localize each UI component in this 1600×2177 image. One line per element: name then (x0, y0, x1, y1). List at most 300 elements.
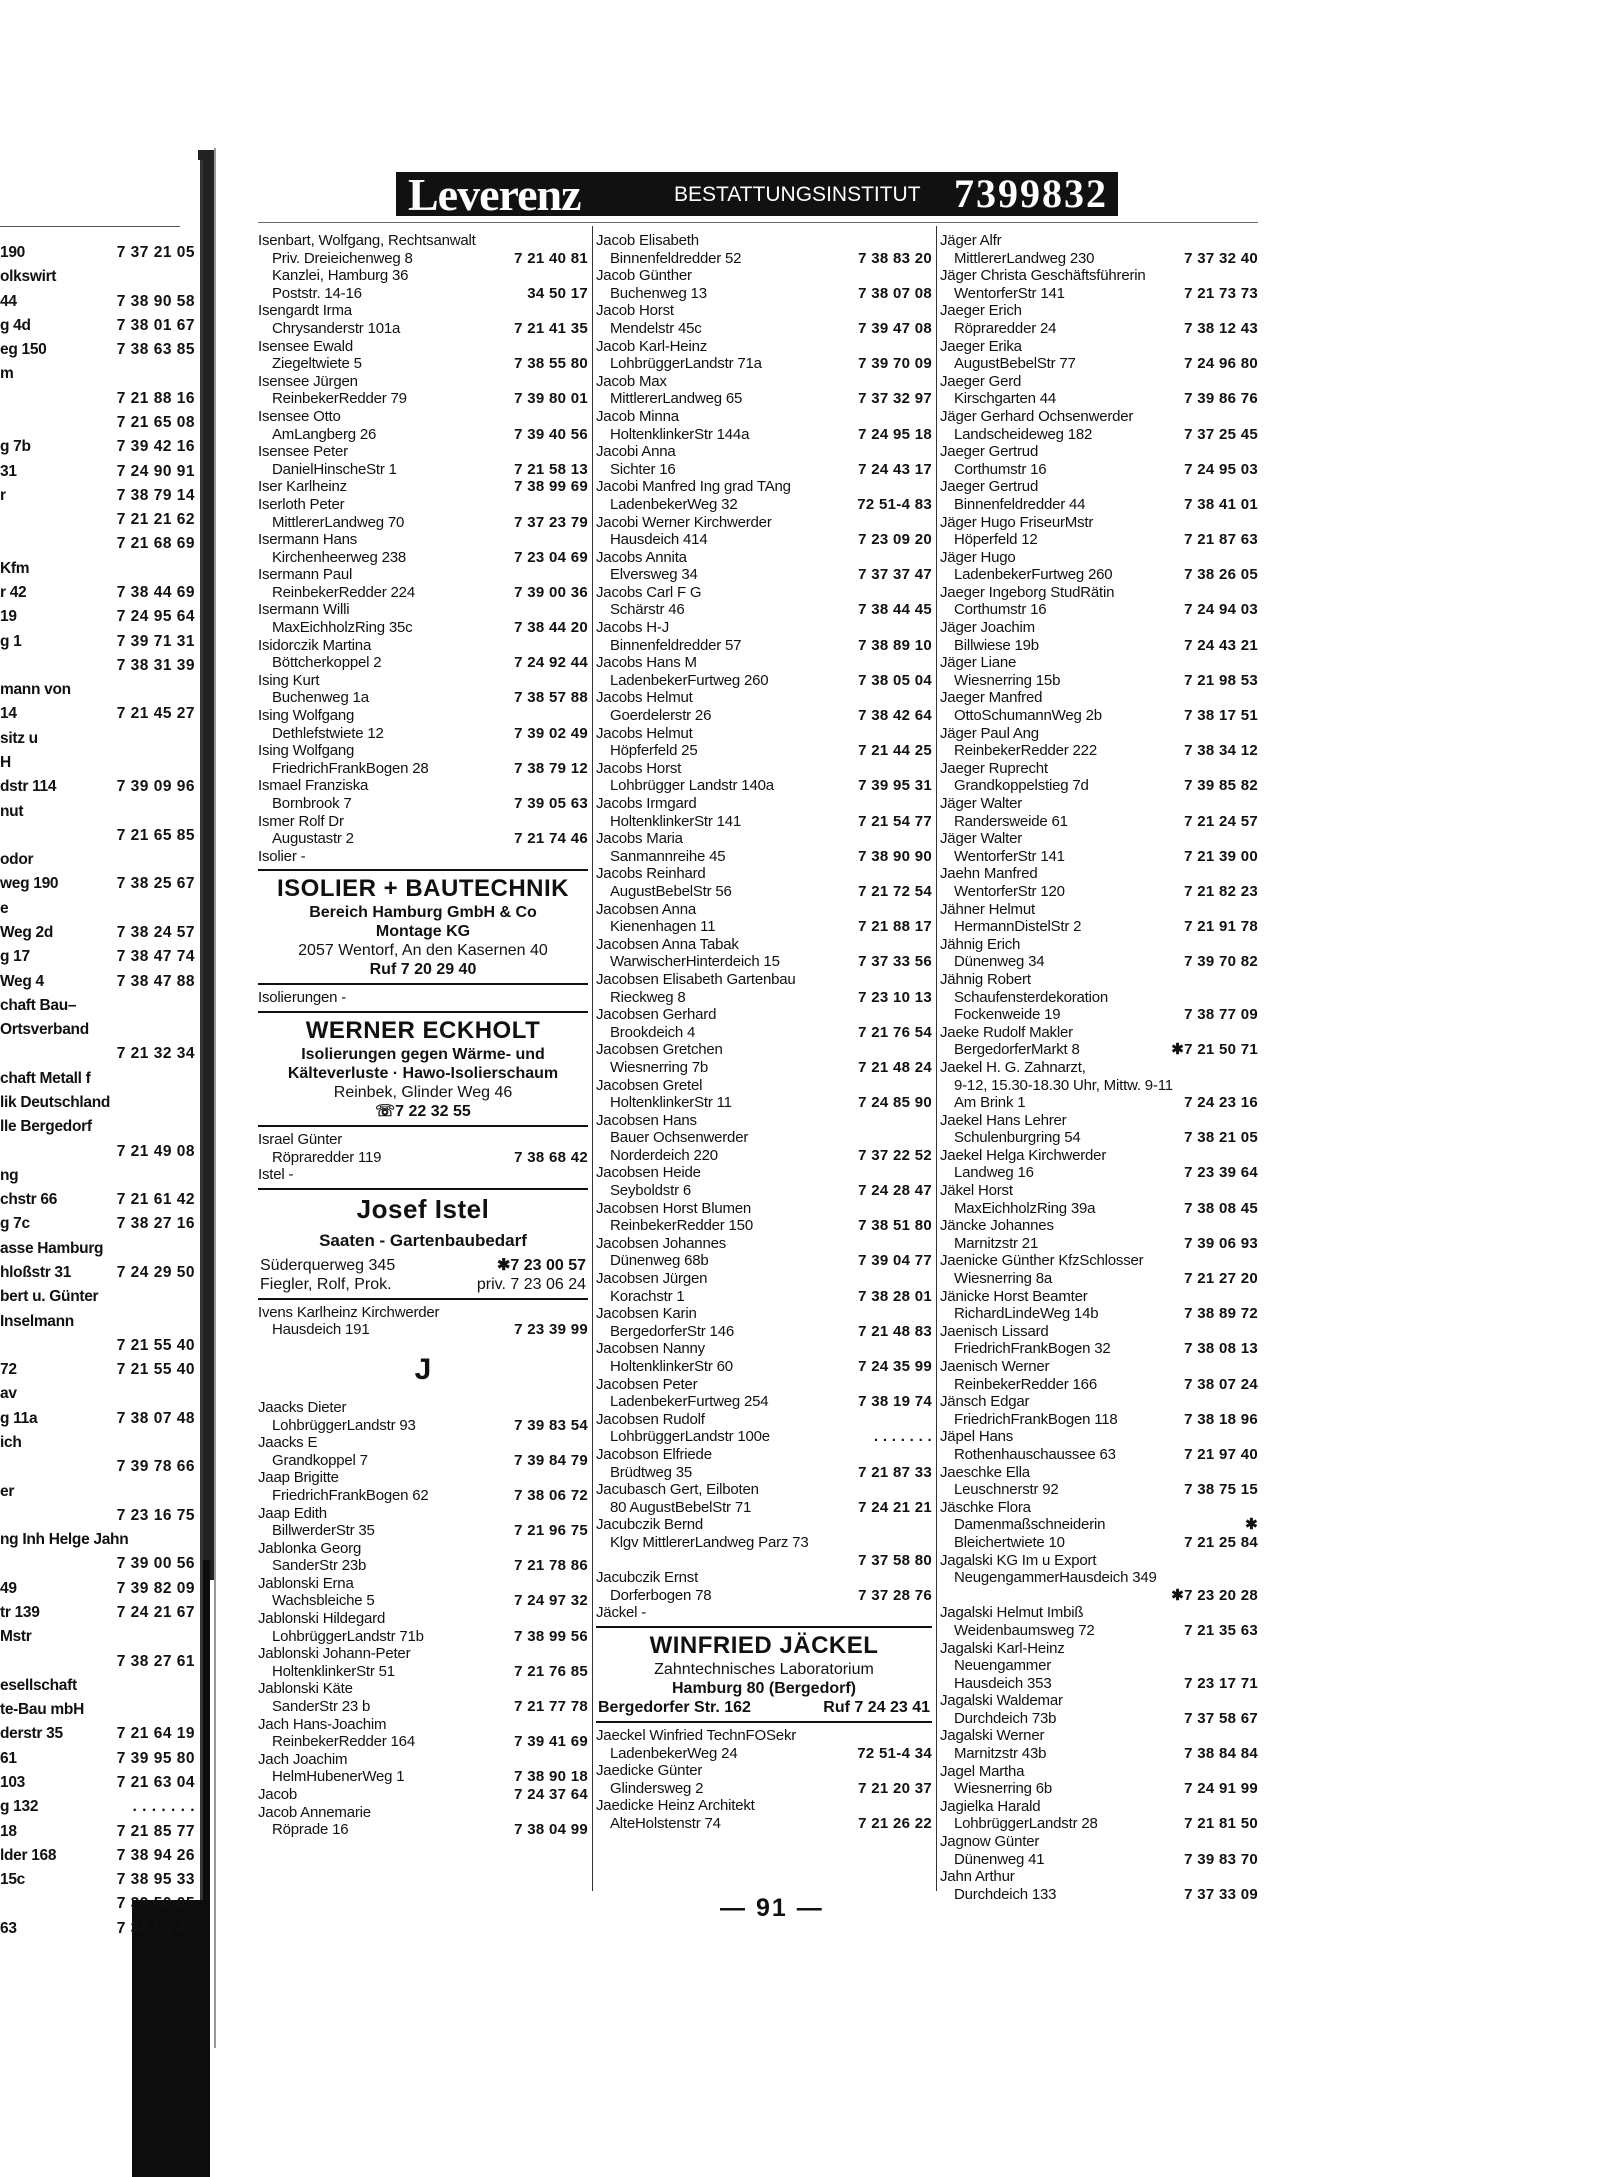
entry-street: HoltenklinkerStr 141 (610, 812, 742, 830)
directory-entry (940, 1464, 1258, 1499)
entry-phone: 7 24 35 99 (858, 1358, 932, 1375)
entry-name: Jaeger Gertrud (940, 478, 1039, 496)
entry-phone: 7 21 91 78 (1184, 918, 1258, 936)
left-page-row (0, 1215, 195, 1235)
entry-phone: 7 24 23 16 (1184, 1094, 1258, 1112)
directory-entry (596, 1797, 932, 1832)
entry-name: Jaekel H. G. Zahnarzt, (940, 1058, 1086, 1076)
directory-entry (940, 373, 1258, 408)
entry-name: Jaenisch Werner (940, 1358, 1050, 1375)
left-entry-phone: 7 21 32 34 (116, 1045, 195, 1063)
entry-name: Jahn Arthur (940, 1868, 1015, 1886)
directory-entry (940, 1288, 1258, 1323)
entry-name: Isermann Willi (258, 601, 350, 619)
entry-phone: 7 24 96 80 (1184, 355, 1258, 373)
left-entry-fragment: g 132 (0, 1798, 39, 1816)
directory-entry (596, 1481, 932, 1516)
section-letter: J (414, 1352, 432, 1386)
entry-name: Jaeke Rudolf Makler (940, 1023, 1073, 1041)
entry-street: Röpraredder 24 (954, 319, 1057, 337)
directory-entry (940, 1252, 1258, 1287)
entry-phone: 7 39 95 31 (858, 777, 932, 795)
left-page-row (0, 1580, 195, 1600)
entry-street: MaxEichholzRing 39a (954, 1199, 1096, 1217)
entry-phone: 7 38 42 64 (858, 707, 932, 725)
entry-street: Randersweide 61 (954, 812, 1068, 830)
entry-street: WentorferStr 141 (954, 284, 1065, 302)
entry-phone: 7 38 75 15 (1184, 1481, 1258, 1499)
directory-entry (258, 989, 588, 1007)
banner-phone: 7399832 (954, 171, 1108, 216)
directory-entry (258, 285, 588, 303)
directory-entry (940, 971, 1258, 1006)
entry-phone: 7 39 02 49 (514, 724, 588, 742)
entry-phone: 7 21 40 81 (514, 249, 588, 267)
left-page-row (0, 1070, 195, 1090)
entry-phone: 7 21 27 20 (1184, 1270, 1258, 1288)
entry-phone: 7 24 97 32 (514, 1592, 588, 1610)
left-page-row (0, 1798, 195, 1818)
entry-name: Jaeger Erika (940, 337, 1022, 355)
entry-name: Isermann Paul (258, 566, 353, 584)
ad-line: Zahntechnisches Laboratorium (654, 1660, 874, 1678)
entry-phone: 7 21 24 57 (1184, 812, 1258, 830)
left-page-row (0, 341, 195, 361)
column-separator (592, 226, 593, 1891)
directory-entry (258, 1399, 588, 1434)
left-page-row (0, 1895, 195, 1915)
entry-street: Corthumstr 16 (954, 460, 1047, 478)
left-entry-fragment: g 7c (0, 1215, 30, 1233)
left-page-row (0, 730, 195, 750)
directory-entry (940, 232, 1258, 267)
ad-line: Hamburg 80 (Bergedorf) (671, 1679, 857, 1697)
left-entry-phone: 7 21 64 19 (116, 1725, 195, 1743)
entry-phone: 7 24 91 99 (1184, 1780, 1258, 1798)
entry-name: Jacob Elisabeth (596, 232, 699, 249)
entry-name: Jach Joachim (258, 1750, 348, 1768)
entry-street: Röpraredder 119 (272, 1148, 382, 1166)
entry-street: FriedrichFrankBogen 32 (954, 1340, 1111, 1358)
entry-name: Jacobs Horst (596, 759, 682, 777)
entry-street: Buchenweg 13 (610, 284, 707, 302)
entry-street: Höpferfeld 25 (610, 742, 698, 760)
directory-entry (940, 1763, 1258, 1798)
entry-name: Jäger Alfr (940, 232, 1002, 249)
directory-entry (940, 936, 1258, 971)
left-entry-phone: 7 21 88 16 (116, 389, 195, 407)
directory-entry (596, 1516, 932, 1551)
directory-entry (596, 373, 932, 408)
left-entry-fragment: g 17 (0, 948, 30, 966)
left-entry-phone: 7 24 95 64 (116, 608, 195, 626)
entry-name: Jacubasch Gert, Eilboten (596, 1481, 759, 1499)
entry-name: Jacobsen Anna Tabak (596, 935, 739, 953)
entry-name: Jaap Brigitte (258, 1469, 339, 1487)
left-entry-fragment: ng (0, 1166, 19, 1184)
entry-name: Jäger Hugo (940, 548, 1016, 566)
entry-name: Jacobs H-J (596, 619, 670, 637)
entry-name: Jaekel Helga Kirchwerder (940, 1146, 1107, 1164)
entry-street: Am Brink 1 (954, 1094, 1026, 1112)
entry-street: AugustBebelStr 56 (610, 882, 732, 900)
entry-name: Jacobsen Nanny (596, 1340, 705, 1358)
directory-entry (596, 232, 932, 267)
entry-street: AlteHolstenstr 74 (610, 1814, 721, 1832)
directory-entry (258, 478, 588, 496)
directory-entry (258, 1434, 588, 1469)
left-entry-fragment: 103 (0, 1774, 25, 1791)
directory-entry (940, 1112, 1258, 1147)
entry-street: Hausdeich 191 (272, 1321, 370, 1339)
directory-entry (596, 549, 932, 584)
entry-phone: 7 24 21 21 (858, 1498, 932, 1516)
entry-phone: 7 24 43 17 (858, 460, 932, 478)
left-entry-fragment: Mstr (0, 1628, 32, 1646)
left-entry-fragment: hloßstr 31 (0, 1264, 72, 1281)
entry-phone: 7 38 28 01 (858, 1287, 932, 1305)
entry-street: LohbrüggerLandstr 28 (954, 1815, 1098, 1833)
entry-name: Jacobi Werner Kirchwerder (596, 513, 772, 531)
left-page-row (0, 463, 195, 483)
entries-jaacks-jacob (258, 1399, 588, 1839)
entry-name: Jaeckel Winfried TechnFOSekr (596, 1726, 797, 1744)
left-entry-phone: 7 38 79 14 (116, 486, 195, 504)
left-entry-phone: 7 21 68 69 (116, 535, 195, 553)
entry-street: Dethlefstwiete 12 (272, 724, 384, 742)
directory-entry (940, 1217, 1258, 1252)
entry-name: Jacobs Reinhard (596, 865, 706, 883)
entry-name: Jablonski Käte (258, 1680, 353, 1698)
left-entry-fragment: 44 (0, 292, 17, 310)
entry-name: Jacubczik Ernst (596, 1569, 699, 1587)
left-page-row (0, 1823, 195, 1843)
entry-phone: 7 38 08 45 (1184, 1199, 1258, 1217)
entry-phone: 7 39 05 63 (514, 795, 588, 812)
entry-name: Jäger Walter (940, 795, 1023, 812)
entry-phone: 7 23 10 13 (858, 988, 932, 1006)
directory-entry (940, 689, 1258, 724)
entry-street: MittlererLandweg 65 (610, 390, 743, 408)
entry-street: LohbrüggerLandstr 93 (272, 1416, 416, 1434)
left-entry-phone: 7 39 71 31 (116, 632, 195, 650)
entry-street: Binnenfeldredder 57 (610, 636, 742, 654)
ad-title: WERNER ECKHOLT (305, 1016, 541, 1044)
left-page-row (0, 365, 195, 385)
entry-name: Jacobsen Heide (596, 1164, 701, 1182)
directory-entry (940, 1552, 1258, 1587)
directory-entry (596, 1411, 932, 1446)
entry-street: Neuengammer (954, 1657, 1052, 1675)
entry-phone: 7 38 83 20 (858, 249, 932, 267)
entry-phone: 7 21 44 25 (858, 742, 932, 760)
left-entry-phone: 7 38 31 39 (116, 656, 195, 674)
entry-name: Jacobsen Peter (596, 1375, 698, 1393)
entry-phone: 7 21 58 13 (514, 460, 588, 478)
left-page-row (0, 1264, 195, 1284)
entry-phone: 7 38 21 05 (1184, 1129, 1258, 1147)
entry-street: WarwischerHinterdeich 15 (610, 953, 780, 971)
entry-phone: 7 39 06 93 (1184, 1234, 1258, 1252)
entry-phone: 7 21 87 63 (1184, 531, 1258, 549)
entry-phone: 7 38 77 09 (1184, 1006, 1258, 1024)
entry-name: Jaedicke Günter (596, 1762, 703, 1780)
ad-winfried-jaeckel (596, 1626, 932, 1723)
entry-phone: 7 39 40 56 (514, 425, 588, 443)
directory-entry (258, 848, 588, 866)
entry-name: Jagalski Waldemar (940, 1692, 1063, 1710)
entry-street: Höperfeld 12 (954, 531, 1038, 549)
directory-entry (596, 302, 932, 337)
entry-name: Jacobsen Rudolf (596, 1410, 705, 1428)
entry-phone: 7 21 48 83 (858, 1322, 932, 1340)
left-page-row (0, 1507, 195, 1527)
left-entry-fragment: lder 168 (0, 1846, 57, 1864)
left-page-row (0, 827, 195, 847)
left-entry-phone: 7 21 63 04 (116, 1774, 195, 1791)
directory-entry (258, 250, 588, 268)
entry-street: ReinbekerRedder 224 (272, 583, 415, 601)
entry-name: Jänsch Edgar (940, 1393, 1030, 1411)
entry-name: Jänicke Horst Beamter (940, 1287, 1088, 1305)
entry-name: Isenbart, Wolfgang, Rechtsanwalt (258, 232, 476, 249)
entry-name: Jaap Edith (258, 1504, 327, 1522)
entry-street: Damenmaßschneiderin (954, 1516, 1106, 1534)
directory-entry (596, 1112, 932, 1147)
entry-street: HoltenklinkerStr 144a (610, 425, 750, 443)
directory-entry (940, 302, 1258, 337)
directory-entry (258, 1575, 588, 1610)
directory-entry (940, 1727, 1258, 1762)
directory-entry (940, 725, 1258, 760)
entry-name: Jacobsen Horst Blumen (596, 1199, 752, 1217)
entry-street: BillwerderStr 35 (272, 1522, 375, 1540)
left-page-row (0, 390, 195, 410)
left-page-row (0, 1920, 195, 1940)
left-entry-fragment: 72 (0, 1361, 17, 1379)
entry-street: LohbrüggerLandstr 71a (610, 355, 762, 373)
entry-street: Dünenweg 68b (610, 1252, 709, 1270)
entry-name: Jaeger Erich (940, 302, 1022, 320)
directory-entry (258, 408, 588, 443)
left-page-row (0, 1750, 195, 1770)
entry-name: Jäckel - (596, 1604, 647, 1622)
entry-phone: 7 37 33 09 (1184, 1885, 1258, 1903)
directory-entry (596, 795, 932, 830)
banner-brand: Leverenz (408, 169, 581, 220)
left-entry-fragment: Inselmann (0, 1312, 74, 1330)
directory-entry (258, 1786, 588, 1804)
entry-phone: 7 39 70 09 (858, 355, 932, 373)
entry-phone: 7 38 57 88 (514, 689, 588, 707)
entry-phone: 7 38 41 01 (1184, 495, 1258, 513)
left-page-row (0, 633, 195, 653)
entry-name: Jaenicke Günther KfzSchlosser (940, 1252, 1144, 1270)
left-page-row (0, 1288, 195, 1308)
left-entry-phone: 7 38 95 33 (116, 1871, 195, 1889)
entry-street: Röprade 16 (272, 1821, 349, 1839)
left-entry-fragment: tr 139 (0, 1604, 40, 1621)
directory-entry (596, 584, 932, 619)
entry-phone: 7 39 83 70 (1184, 1850, 1258, 1868)
left-page-row (0, 705, 195, 725)
left-page-row (0, 1094, 195, 1114)
entry-name: Jacob (258, 1786, 298, 1803)
left-entry-fragment: g 1 (0, 632, 22, 650)
entry-street: 80 AugustBebelStr 71 (610, 1498, 752, 1516)
entry-street: NeugengammerHausdeich 349 (954, 1569, 1157, 1587)
entry-phone: . . . . . . . (873, 1428, 932, 1446)
directory-entry (258, 637, 588, 672)
entry-name: Isengardt Irma (258, 302, 352, 320)
left-page-row (0, 1313, 195, 1333)
entry-name: Ising Wolfgang (258, 707, 355, 725)
entry-street: WentorferStr 141 (954, 847, 1065, 865)
entry-street: Lohbrügger Landstr 140a (610, 777, 774, 795)
directory-entry (940, 478, 1258, 513)
entry-name: Isermann Hans (258, 531, 358, 549)
entry-phone: 7 38 44 20 (514, 619, 588, 637)
left-entry-fragment: 18 (0, 1822, 17, 1840)
entry-phone: 7 21 81 50 (1184, 1815, 1258, 1833)
entry-street: Wiesnerring 8a (954, 1270, 1053, 1288)
entry-name: Jagalski KG Im u Export (940, 1551, 1097, 1569)
directory-entry (940, 830, 1258, 865)
directory-entry (596, 1147, 932, 1165)
entry-phone: 7 38 07 08 (858, 284, 932, 302)
entry-name: Jacobi Anna (596, 443, 676, 461)
entry-phone: 7 24 92 44 (514, 654, 588, 672)
left-entry-phone: 7 38 27 61 (116, 1652, 195, 1670)
entry-name: Jacobsen Gerhard (596, 1006, 717, 1024)
entry-phone: 7 24 28 47 (858, 1182, 932, 1200)
directory-entry (596, 1604, 932, 1622)
entry-phone: 7 21 97 40 (1184, 1445, 1258, 1463)
directory-entry (258, 707, 588, 742)
directory-entry (940, 901, 1258, 936)
entry-phone: 7 37 25 45 (1184, 425, 1258, 443)
entry-name: Jacobson Elfriede (596, 1445, 712, 1463)
directory-entry (596, 936, 932, 971)
left-entry-fragment: m (0, 365, 14, 383)
ad-phone-private: priv. 7 23 06 24 (476, 1275, 586, 1293)
directory-entry (258, 232, 588, 250)
left-entry-fragment: H (0, 754, 11, 771)
left-entry-phone: 7 38 24 57 (116, 924, 195, 941)
entry-phone: 7 38 12 43 (1184, 319, 1258, 337)
entry-street: HelmHubenerWeg 1 (272, 1768, 405, 1786)
directory-entry (258, 267, 588, 285)
directory-entry (258, 1304, 588, 1339)
left-entry-phone: 7 38 90 58 (116, 292, 195, 310)
left-page-row (0, 1555, 195, 1575)
directory-entry (596, 1305, 932, 1340)
entry-street: HoltenklinkerStr 60 (610, 1358, 733, 1375)
entry-name: Jaekel Hans Lehrer (940, 1111, 1067, 1129)
directory-entry (258, 1751, 588, 1786)
entry-phone: 7 21 54 77 (858, 812, 932, 830)
directory-entry (940, 795, 1258, 830)
entry-name: Isolier - (258, 847, 306, 865)
entries-jacob-jaeckel (596, 232, 932, 1622)
left-entry-phone: 7 38 63 85 (116, 341, 195, 359)
directory-entry (596, 514, 932, 549)
directory-entry (258, 338, 588, 373)
left-page-row (0, 1871, 195, 1891)
entry-phone: 7 37 58 80 (858, 1551, 932, 1569)
entry-street: Sanmannreihe 45 (610, 847, 726, 865)
entry-street: Priv. Dreieichenweg 8 (272, 249, 413, 267)
entry-name: Jagalski Werner (940, 1727, 1045, 1745)
left-entry-fragment: lik Deutschland (0, 1094, 111, 1111)
left-page-row (0, 1167, 195, 1187)
entry-name: Jäger Christa Geschäftsführerin (940, 267, 1146, 285)
entry-street: Norderdeich 220 (610, 1146, 718, 1164)
entry-street: Elversweg 34 (610, 566, 698, 584)
directory-entry (258, 496, 588, 531)
entry-name: Jacobsen Elisabeth Gartenbau (596, 970, 796, 988)
entry-name: Jacobs Maria (596, 830, 683, 848)
entry-street: DanielHinscheStr 1 (272, 460, 397, 478)
entry-name: Jacob Günther (596, 267, 692, 285)
entry-street: SanderStr 23 b (272, 1698, 371, 1716)
entry-street: ReinbekerRedder 166 (954, 1375, 1097, 1393)
directory-entry (258, 1540, 588, 1575)
entry-street: Schärstr 46 (610, 601, 685, 619)
entry-phone: 7 24 37 64 (514, 1786, 588, 1803)
left-page-row (0, 1725, 195, 1745)
entry-street: Bornbrook 7 (272, 795, 352, 812)
entry-phone: 7 21 41 35 (514, 319, 588, 337)
entry-name: Jäger Liane (940, 654, 1017, 672)
entry-name: Jäger Gerhard Ochsenwerder (940, 407, 1134, 425)
entry-name: Iserloth Peter (258, 495, 345, 513)
directory-entry (940, 1675, 1258, 1693)
entry-street: Durchdeich 133 (954, 1885, 1057, 1903)
entry-name: Jablonski Erna (258, 1574, 354, 1592)
left-entry-fragment: g 4d (0, 316, 31, 334)
directory-entry (596, 1164, 932, 1199)
entry-name: Jacobsen Jürgen (596, 1270, 708, 1288)
entry-name: Jaacks E (258, 1434, 318, 1452)
directory-entry (596, 654, 932, 689)
directory-entry (940, 865, 1258, 900)
entry-street: Bleichertwiete 10 (954, 1533, 1065, 1551)
entry-street: MittlererLandweg 230 (954, 249, 1095, 267)
entry-name: Jäger Joachim (940, 619, 1035, 637)
directory-entry (940, 338, 1258, 373)
directory-entry (258, 373, 588, 408)
entry-name: Jacobs Annita (596, 548, 687, 566)
entry-phone: 7 39 86 76 (1184, 390, 1258, 408)
directory-entry (940, 1182, 1258, 1217)
left-entry-phone: 7 24 21 67 (116, 1604, 195, 1621)
directory-entry (596, 1446, 932, 1481)
entry-street: LadenbekerWeg 32 (610, 495, 738, 513)
banner-subtitle: BESTATTUNGSINSTITUT (674, 183, 921, 206)
left-entry-fragment: eg 150 (0, 341, 47, 359)
entry-street: HoltenklinkerStr 11 (610, 1094, 732, 1112)
directory-entry (596, 725, 932, 760)
directory-entry (940, 1692, 1258, 1727)
entry-street: RichardLindeWeg 14b (954, 1305, 1099, 1323)
left-entry-phone: 7 38 47 74 (116, 948, 195, 966)
directory-entry (940, 1534, 1258, 1552)
entry-name: Ismael Franziska (258, 777, 369, 795)
entry-phone: 7 39 83 54 (514, 1416, 588, 1434)
entry-street: Brookdeich 4 (610, 1023, 696, 1041)
left-page-row (0, 681, 195, 701)
